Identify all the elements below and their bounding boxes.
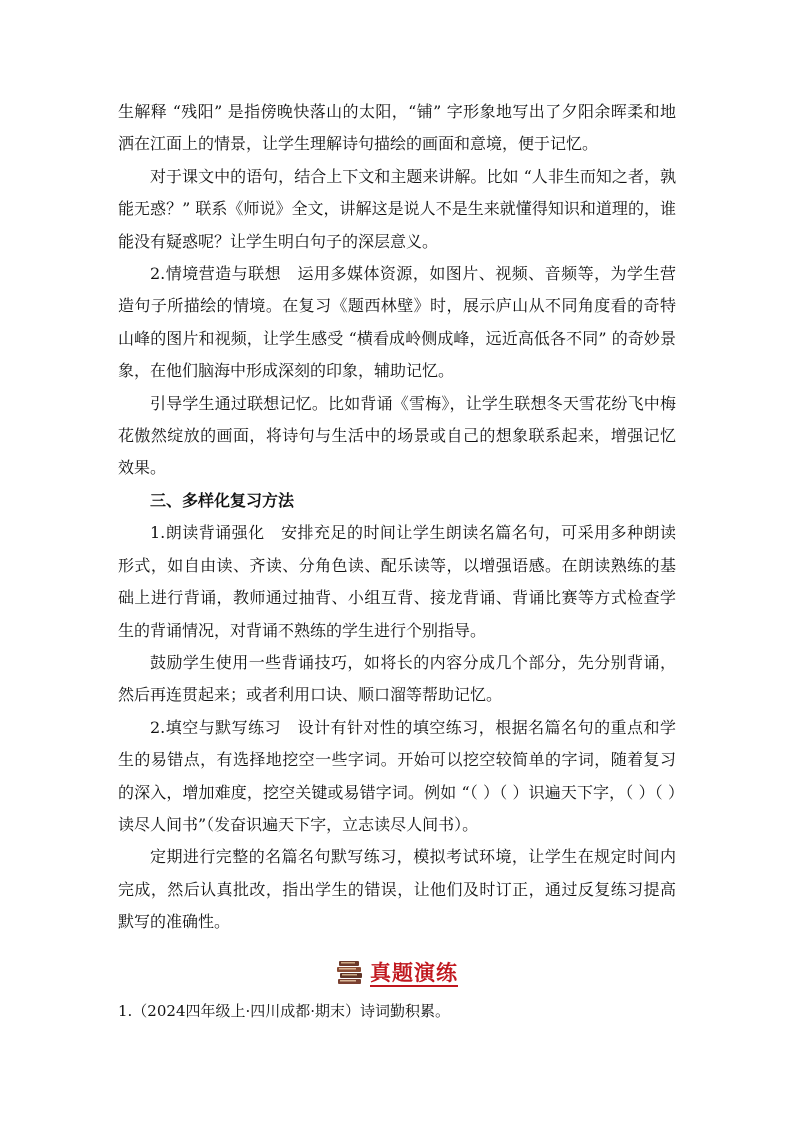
paragraph-8: 定期进行完整的名篇名句默写练习，模拟考试环境，让学生在规定时间内完成，然后认真批改，指出学生的错误，让他们及时订正，通过反复练习提高默写的准确性。: [118, 847, 676, 932]
section-title: 真题演练: [370, 960, 458, 985]
question-1: 1.（2024四年级上·四川成都·期末）诗词勤积累。: [118, 1002, 451, 1020]
section-banner: [0, 957, 794, 987]
paragraph-2: 对于课文中的语句，结合上下文和主题来讲解。比如 “人非生而知之者，孰能无惑？” 联系《师说》全文，讲解这是说人不是生来就懂得知识和道理的，谁能没有疑惑呢？让学生明白句子的深层意义。: [118, 166, 676, 251]
paragraph-5: 1.朗读背诵强化 安排充足的时间让学生朗读名篇名句，可采用多种朗读形式，如自由读、齐读、分角色读、配乐读等，以增强语感。在朗读熟练的基础上进行背诵，教师通过抽背、小组互背、接龙背诵、背诵比赛等方式检查学生的背诵情况，对背诵不熟练的学生进行个别指导。: [118, 523, 676, 640]
section-heading-3: 三、多样化复习方法: [150, 490, 295, 510]
paragraph-4: 引导学生通过联想记忆。比如背诵《雪梅》，让学生联想冬天雪花纷飞中梅花傲然绽放的画面，将诗句与生活中的场景或自己的想象联系起来，增强记忆效果。: [118, 393, 676, 478]
paragraph-1: 生解释 “残阳” 是指傍晚快落山的太阳，“铺” 字形象地写出了夕阳余晖柔和地洒在江面上的情景，让学生理解诗句描绘的画面和意境，便于记忆。: [118, 102, 676, 154]
paragraph-6: 鼓励学生使用一些背诵技巧，如将长的内容分成几个部分，先分别背诵，然后再连贯起来；或者利用口诀、顺口溜等帮助记忆。: [118, 652, 676, 705]
body-text: [118, 96, 676, 939]
paragraph-7: 2.填空与默写练习 设计有针对性的填空练习，根据名篇名句的重点和学生的易错点，有选择地挖空一些字词。开始可以挖空较简单的字词，随着复习的深入，增加难度，挖空关键或易错字词。例如 “（ ）（ ）识遍天下字，（ ）（ ）读尽人间书”（发奋识遍天下字，立志读尽人间书）。: [118, 717, 676, 834]
paragraph-3: 2.情境营造与联想 运用多媒体资源，如图片、视频、音频等，为学生营造句子所描绘的情境。在复习《题西林壁》时，展示庐山从不同角度看的奇特山峰的图片和视频，让学生感受 “横看成岭侧成峰，远近高低各不同” 的奇妙景象，在他们脑海中形成深刻的印象，辅助记忆。: [118, 264, 676, 381]
books-icon: [336, 959, 364, 985]
